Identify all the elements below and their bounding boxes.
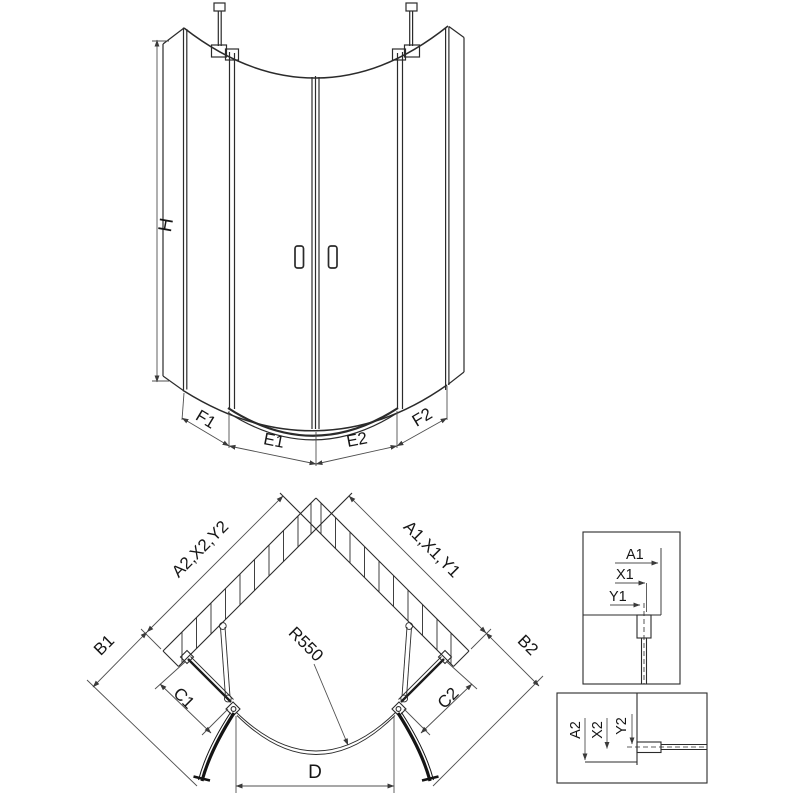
left-support-bar <box>219 623 231 702</box>
right-support-bar <box>401 623 413 702</box>
left-wall-inner <box>179 493 353 667</box>
dim-label-e2: E2 <box>344 428 369 451</box>
dim-label-d: D <box>308 762 322 783</box>
dim-label-f1: F1 <box>192 406 220 433</box>
dim-label-wall-right: A1,X1,Y1 <box>399 516 465 582</box>
detail-label-a2: A2 <box>568 721 584 739</box>
dim-label-c1: C1 <box>169 683 199 713</box>
top-curved-rail <box>184 26 448 78</box>
dim-label-f2: F2 <box>408 404 436 431</box>
detail-top-bracket <box>637 615 651 638</box>
detail-label-x2: X2 <box>590 721 606 739</box>
dim-label-wall-left: A2,X2,Y2 <box>167 516 233 582</box>
right-return-panel <box>446 27 464 391</box>
dim-label-e1: E1 <box>262 429 287 452</box>
right-door-handle <box>329 246 338 268</box>
dim-label-h: H <box>155 216 179 234</box>
radius-label: R550 <box>284 623 327 666</box>
left-hinge-stile <box>230 52 235 409</box>
right-wall-hatching <box>321 503 451 664</box>
dim-label-b1: B1 <box>90 631 119 660</box>
detail-label-x1: X1 <box>616 567 634 583</box>
door-arc-closed <box>236 712 396 755</box>
right-hinge-stile <box>398 52 403 409</box>
left-door-handle <box>295 246 304 268</box>
dim-label-b2: B2 <box>513 631 542 660</box>
left-hanger-bracket <box>212 3 239 60</box>
elevation-view <box>163 3 464 440</box>
dim-label-c2: C2 <box>433 683 463 713</box>
left-return-panel <box>163 28 187 392</box>
center-door-stiles <box>312 76 319 429</box>
detail-bottom-bracket <box>637 742 661 753</box>
detail-label-y2: Y2 <box>614 717 630 735</box>
detail-label-a1: A1 <box>626 547 644 563</box>
detail-label-y1: Y1 <box>609 589 627 605</box>
right-hanger-bracket <box>393 3 420 60</box>
